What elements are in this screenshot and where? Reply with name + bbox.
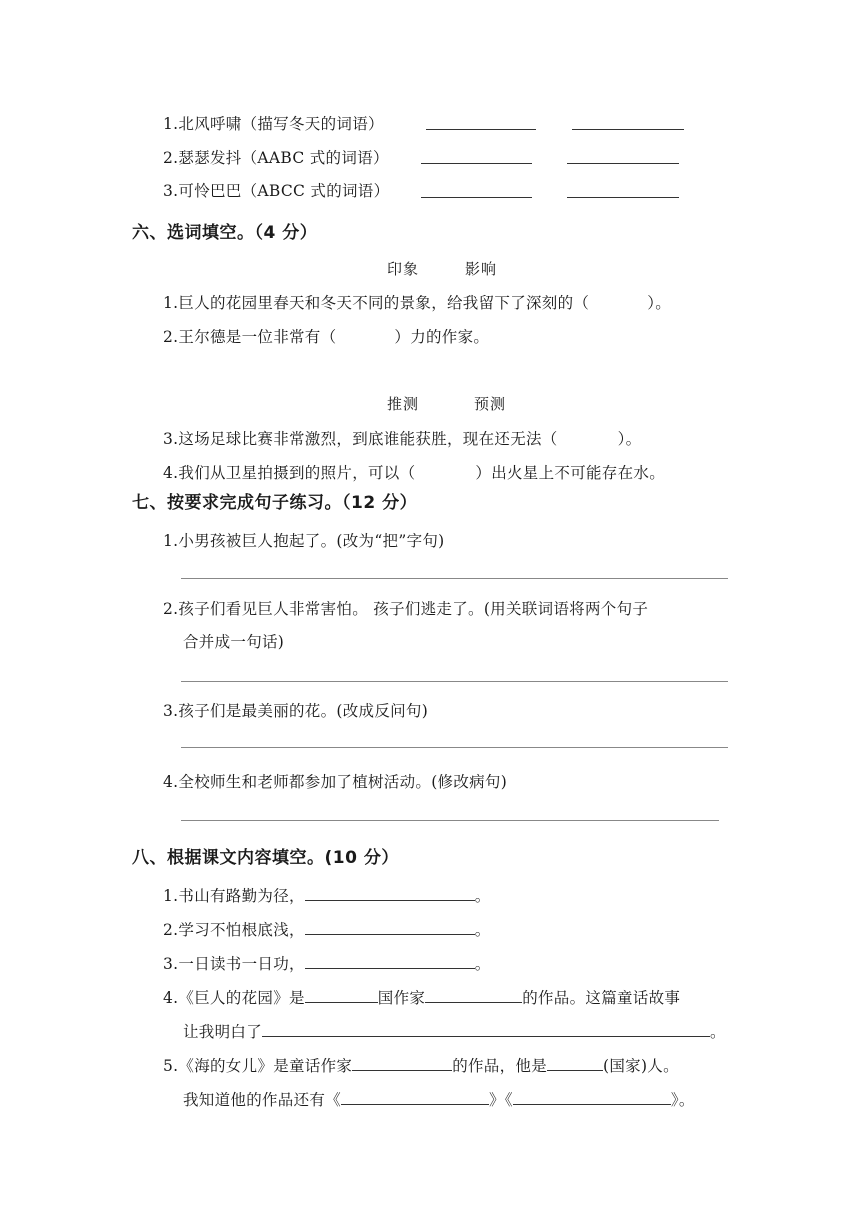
list-item: 2.学习不怕根底浅， 。 [163, 921, 491, 939]
list-item: 3.一日读书一日功， 。 [163, 955, 491, 973]
answer-blank[interactable] [426, 129, 536, 130]
list-item: 1.书山有路勤为径， 。 [163, 887, 491, 905]
list-item-continuation: 让我明白了 。 [183, 1023, 726, 1041]
answer-blank[interactable] [567, 197, 679, 198]
list-item: 2.孩子们看见巨人非常害怕。 孩子们逃走了。(用关联词语将两个句子 [163, 600, 649, 618]
list-item: 2.瑟瑟发抖（AABC 式的词语） [163, 149, 389, 167]
list-item-continuation: 合并成一句话) [183, 633, 285, 651]
section-heading: 八、根据课文内容填空。(10 分） [132, 848, 399, 868]
answer-blank[interactable] [421, 197, 532, 198]
answer-line[interactable] [181, 820, 719, 821]
answer-blank[interactable] [567, 163, 679, 164]
list-item: 1.小男孩被巨人抱起了。(改为“把”字句) [163, 532, 445, 550]
list-item: 3.孩子们是最美丽的花。(改成反问句) [163, 702, 429, 720]
section-heading: 七、按要求完成句子练习。（12 分） [132, 493, 418, 513]
word-choice: 影响 [465, 260, 498, 278]
list-item: 4.全校师生和老师都参加了植树活动。(修改病句) [163, 773, 508, 791]
list-item-continuation: 我知道他的作品还有《 》《 》。 [183, 1091, 695, 1109]
list-item: 4.《巨人的花园》是 国作家 的作品。这篇童话故事 [163, 989, 681, 1007]
answer-line[interactable] [181, 747, 728, 748]
list-item: 1.巨人的花园里春天和冬天不同的景象，给我留下了深刻的（ ）。 [163, 294, 672, 312]
list-item: 2.王尔德是一位非常有（ ）力的作家。 [163, 328, 490, 346]
answer-blank[interactable] [305, 920, 475, 935]
answer-blank[interactable] [341, 1090, 489, 1105]
answer-blank[interactable] [425, 988, 522, 1003]
list-item: 3.这场足球比赛非常激烈，到底谁能获胜，现在还无法（ ）。 [163, 430, 642, 448]
answer-blank[interactable] [421, 163, 532, 164]
word-choice: 推测 [387, 395, 420, 413]
answer-line[interactable] [181, 681, 728, 682]
answer-blank[interactable] [547, 1056, 603, 1071]
answer-blank[interactable] [352, 1056, 452, 1071]
answer-blank[interactable] [262, 1022, 710, 1037]
answer-blank[interactable] [305, 954, 475, 969]
answer-blank[interactable] [305, 886, 475, 901]
list-item: 5.《海的女儿》是童话作家 的作品，他是 (国家)人。 [163, 1057, 679, 1075]
list-item: 4.我们从卫星拍摄到的照片，可以（ ）出火星上不可能存在水。 [163, 464, 665, 482]
section-heading: 六、选词填空。（4 分） [132, 223, 318, 243]
list-item: 1.北风呼啸（描写冬天的词语） [163, 115, 384, 133]
answer-blank[interactable] [572, 129, 684, 130]
list-item: 3.可怜巴巴（ABCC 式的词语） [163, 182, 390, 200]
answer-blank[interactable] [513, 1090, 671, 1105]
answer-blank[interactable] [305, 988, 378, 1003]
word-choice: 预测 [474, 395, 507, 413]
answer-line[interactable] [181, 578, 728, 579]
word-choice: 印象 [387, 260, 420, 278]
